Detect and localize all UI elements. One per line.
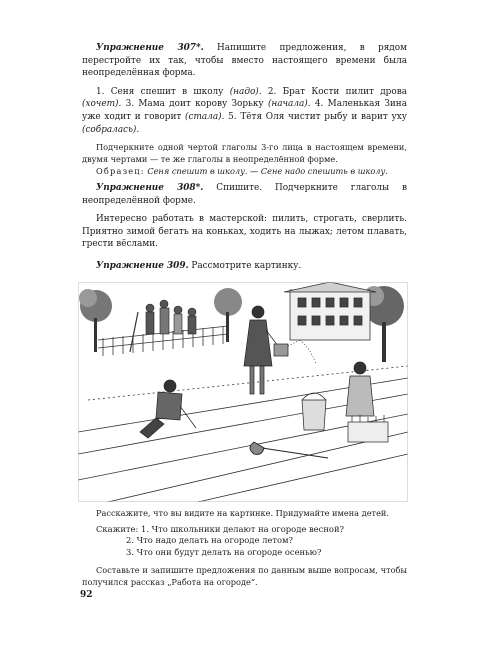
exercise-307-title: Упражнение 307*. xyxy=(96,43,204,53)
exercise-307-instruction: Напишите предложения, в рядом перестройте их так, чтобы вместо настоящего времени была неопределённая форма. xyxy=(82,43,407,79)
question-1 xyxy=(82,524,407,536)
exercise-309-instruction: Рассмотрите картинку. xyxy=(191,261,302,271)
exercise-307-sentences xyxy=(82,86,407,136)
say-label: Скажите: xyxy=(96,523,139,534)
bucket xyxy=(302,393,326,430)
school-building xyxy=(284,282,376,340)
sample-label: Образец: xyxy=(96,166,145,177)
tree-left xyxy=(79,289,112,352)
sentence-1-hint: (надо). xyxy=(229,86,262,97)
exercise-308-instruction: Спишите. Подчеркните глаголы в неопределённой форме. xyxy=(82,183,407,206)
exercise-307-sample xyxy=(82,166,407,178)
sentence-3-hint: (начала). xyxy=(267,99,311,110)
sentence-2-hint: (хочет). xyxy=(82,99,122,110)
exercise-307-underline-task: Подчеркните одной чертой глаголы 3-го лица в настоящем времени, двумя чертами — те же глаголы в неопределённой форме. xyxy=(82,142,407,164)
sentence-5: 5. Тётя Оля чистит рыбу и варит уху xyxy=(228,111,407,122)
final-task: Составьте и запишите предложения по данным выше вопросам, чтобы получился рассказ „Работа на огороде“. xyxy=(82,564,407,587)
page-number: 92 xyxy=(80,590,93,600)
boy-planting xyxy=(140,380,196,438)
exercise-309-questions xyxy=(82,508,407,588)
sample-text: Сеня спешит в школу. — Сене надо спешить в школу. xyxy=(147,166,388,177)
exercise-308 xyxy=(82,182,407,251)
figure-caption: Расскажите, что вы видите на картинке. Придумайте имена детей. xyxy=(96,508,389,518)
exercise-309-heading xyxy=(82,260,407,273)
garden-illustration xyxy=(78,282,408,502)
girl-with-seedlings xyxy=(346,362,388,442)
question-2: 2. Что надо делать на огороде летом? xyxy=(126,535,294,546)
question-3: 3. Что они будут делать на огороде осенью? xyxy=(126,547,322,558)
shovel xyxy=(250,442,328,458)
tree-center xyxy=(214,288,242,342)
exercise-307-heading xyxy=(82,42,407,80)
exercise-308-heading xyxy=(82,182,407,207)
sentence-2: 2. Брат Кости пилит дрова xyxy=(267,86,407,97)
sentence-3: 3. Мама доит корову Зорьку xyxy=(125,99,264,110)
sentence-5-hint: (собралась). xyxy=(82,124,140,135)
exercise-308-title: Упражнение 308*. xyxy=(96,183,204,193)
exercise-308-text: Интересно работать в мастерской: пилить, строгать, сверлить. Приятно зимой бегать на коньках, ходить на лыжах; летом плавать, грести вёслами. xyxy=(82,214,407,250)
exercise-307 xyxy=(82,42,407,178)
exercise-309-title: Упражнение 309. xyxy=(96,261,189,271)
sentence-4: 4. Маленькая Зина уже ходит и говорит xyxy=(82,99,407,122)
sentence-4-hint: (стала). xyxy=(185,111,225,122)
question-1-text: 1. Что школьники делают на огороде весной? xyxy=(141,523,345,534)
sentence-1: 1. Сеня спешит в школу xyxy=(96,86,224,97)
